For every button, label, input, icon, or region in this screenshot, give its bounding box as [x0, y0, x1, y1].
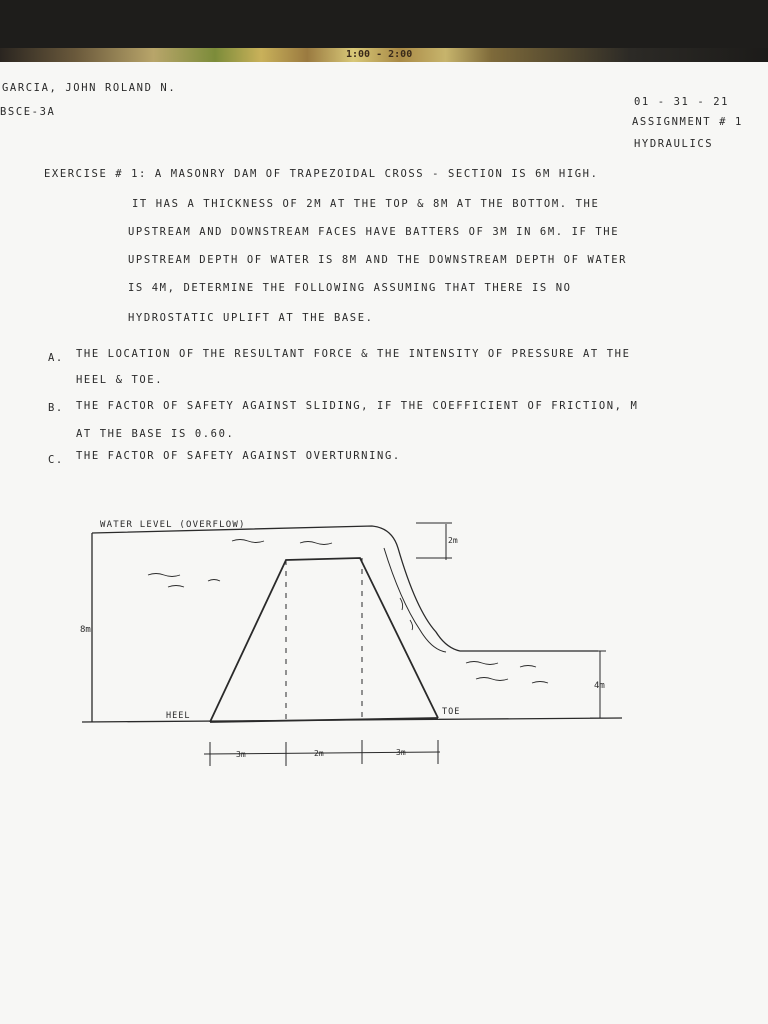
- subject: HYDRAULICS: [634, 138, 714, 150]
- heel-label: HEEL: [166, 711, 191, 721]
- water-ripple: [532, 682, 548, 684]
- question-c-label: C.: [48, 454, 64, 466]
- exercise-line-6: HYDROSTATIC UPLIFT AT THE BASE.: [128, 312, 374, 324]
- question-a-line-2: HEEL & TOE.: [76, 374, 164, 386]
- photo-strip-label: 1:00 - 2:00: [346, 49, 413, 60]
- exercise-line-3: UPSTREAM AND DOWNSTREAM FACES HAVE BATTERS OF 3M IN 6M. IF THE: [128, 226, 620, 238]
- overflow-inner-line: [384, 548, 446, 652]
- exercise-line-5: IS 4M, DETERMINE THE FOLLOWING ASSUMING THAT THERE IS NO: [128, 282, 572, 294]
- question-a-line-1: THE LOCATION OF THE RESULTANT FORCE & THE INTENSITY OF PRESSURE AT THE: [76, 348, 631, 360]
- base-right-label: 3m: [396, 748, 406, 757]
- water-ripple: [400, 598, 403, 610]
- question-b-line-2: AT THE BASE IS 0.60.: [76, 428, 235, 440]
- water-ripple: [208, 580, 220, 582]
- water-level-label: WATER LEVEL (OVERFLOW): [100, 520, 246, 530]
- water-ripple: [168, 586, 184, 588]
- question-b-label: B.: [48, 402, 64, 414]
- base-mid-label: 2m: [314, 749, 324, 758]
- student-section: BSCE-3A: [0, 106, 56, 118]
- water-ripple: [148, 574, 180, 577]
- question-b-line-1: THE FACTOR OF SAFETY AGAINST SLIDING, IF THE COEFFICIENT OF FRICTION, Μ: [76, 400, 639, 412]
- exercise-line-1: EXERCISE # 1: A MASONRY DAM OF TRAPEZOIDAL CROSS - SECTION IS 6M HIGH.: [44, 168, 599, 180]
- water-surface-line: [92, 526, 598, 651]
- upstream-depth-label: 8m: [80, 625, 91, 635]
- exercise-line-4: UPSTREAM DEPTH OF WATER IS 8M AND THE DOWNSTREAM DEPTH OF WATER: [128, 254, 628, 266]
- question-c-line-1: THE FACTOR OF SAFETY AGAINST OVERTURNING.: [76, 450, 401, 462]
- water-ripple: [300, 542, 332, 545]
- dam-section: [210, 558, 438, 722]
- toe-label: TOE: [442, 707, 461, 717]
- water-ripple: [232, 540, 264, 543]
- water-ripple: [476, 678, 508, 681]
- water-ripple: [466, 662, 498, 665]
- question-a-label: A.: [48, 352, 64, 364]
- assignment-title: ASSIGNMENT # 1: [632, 116, 743, 128]
- exercise-line-2: IT HAS A THICKNESS OF 2M AT THE TOP & 8M AT THE BOTTOM. THE: [132, 198, 600, 210]
- overflow-depth-label: 2m: [448, 536, 458, 545]
- water-ripple: [410, 620, 413, 630]
- downstream-depth-label: 4m: [594, 681, 605, 691]
- date: 01 - 31 - 21: [634, 96, 730, 108]
- water-ripple: [520, 666, 536, 668]
- student-name: GARCIA, JOHN ROLAND N.: [2, 82, 177, 94]
- base-left-label: 3m: [236, 750, 246, 759]
